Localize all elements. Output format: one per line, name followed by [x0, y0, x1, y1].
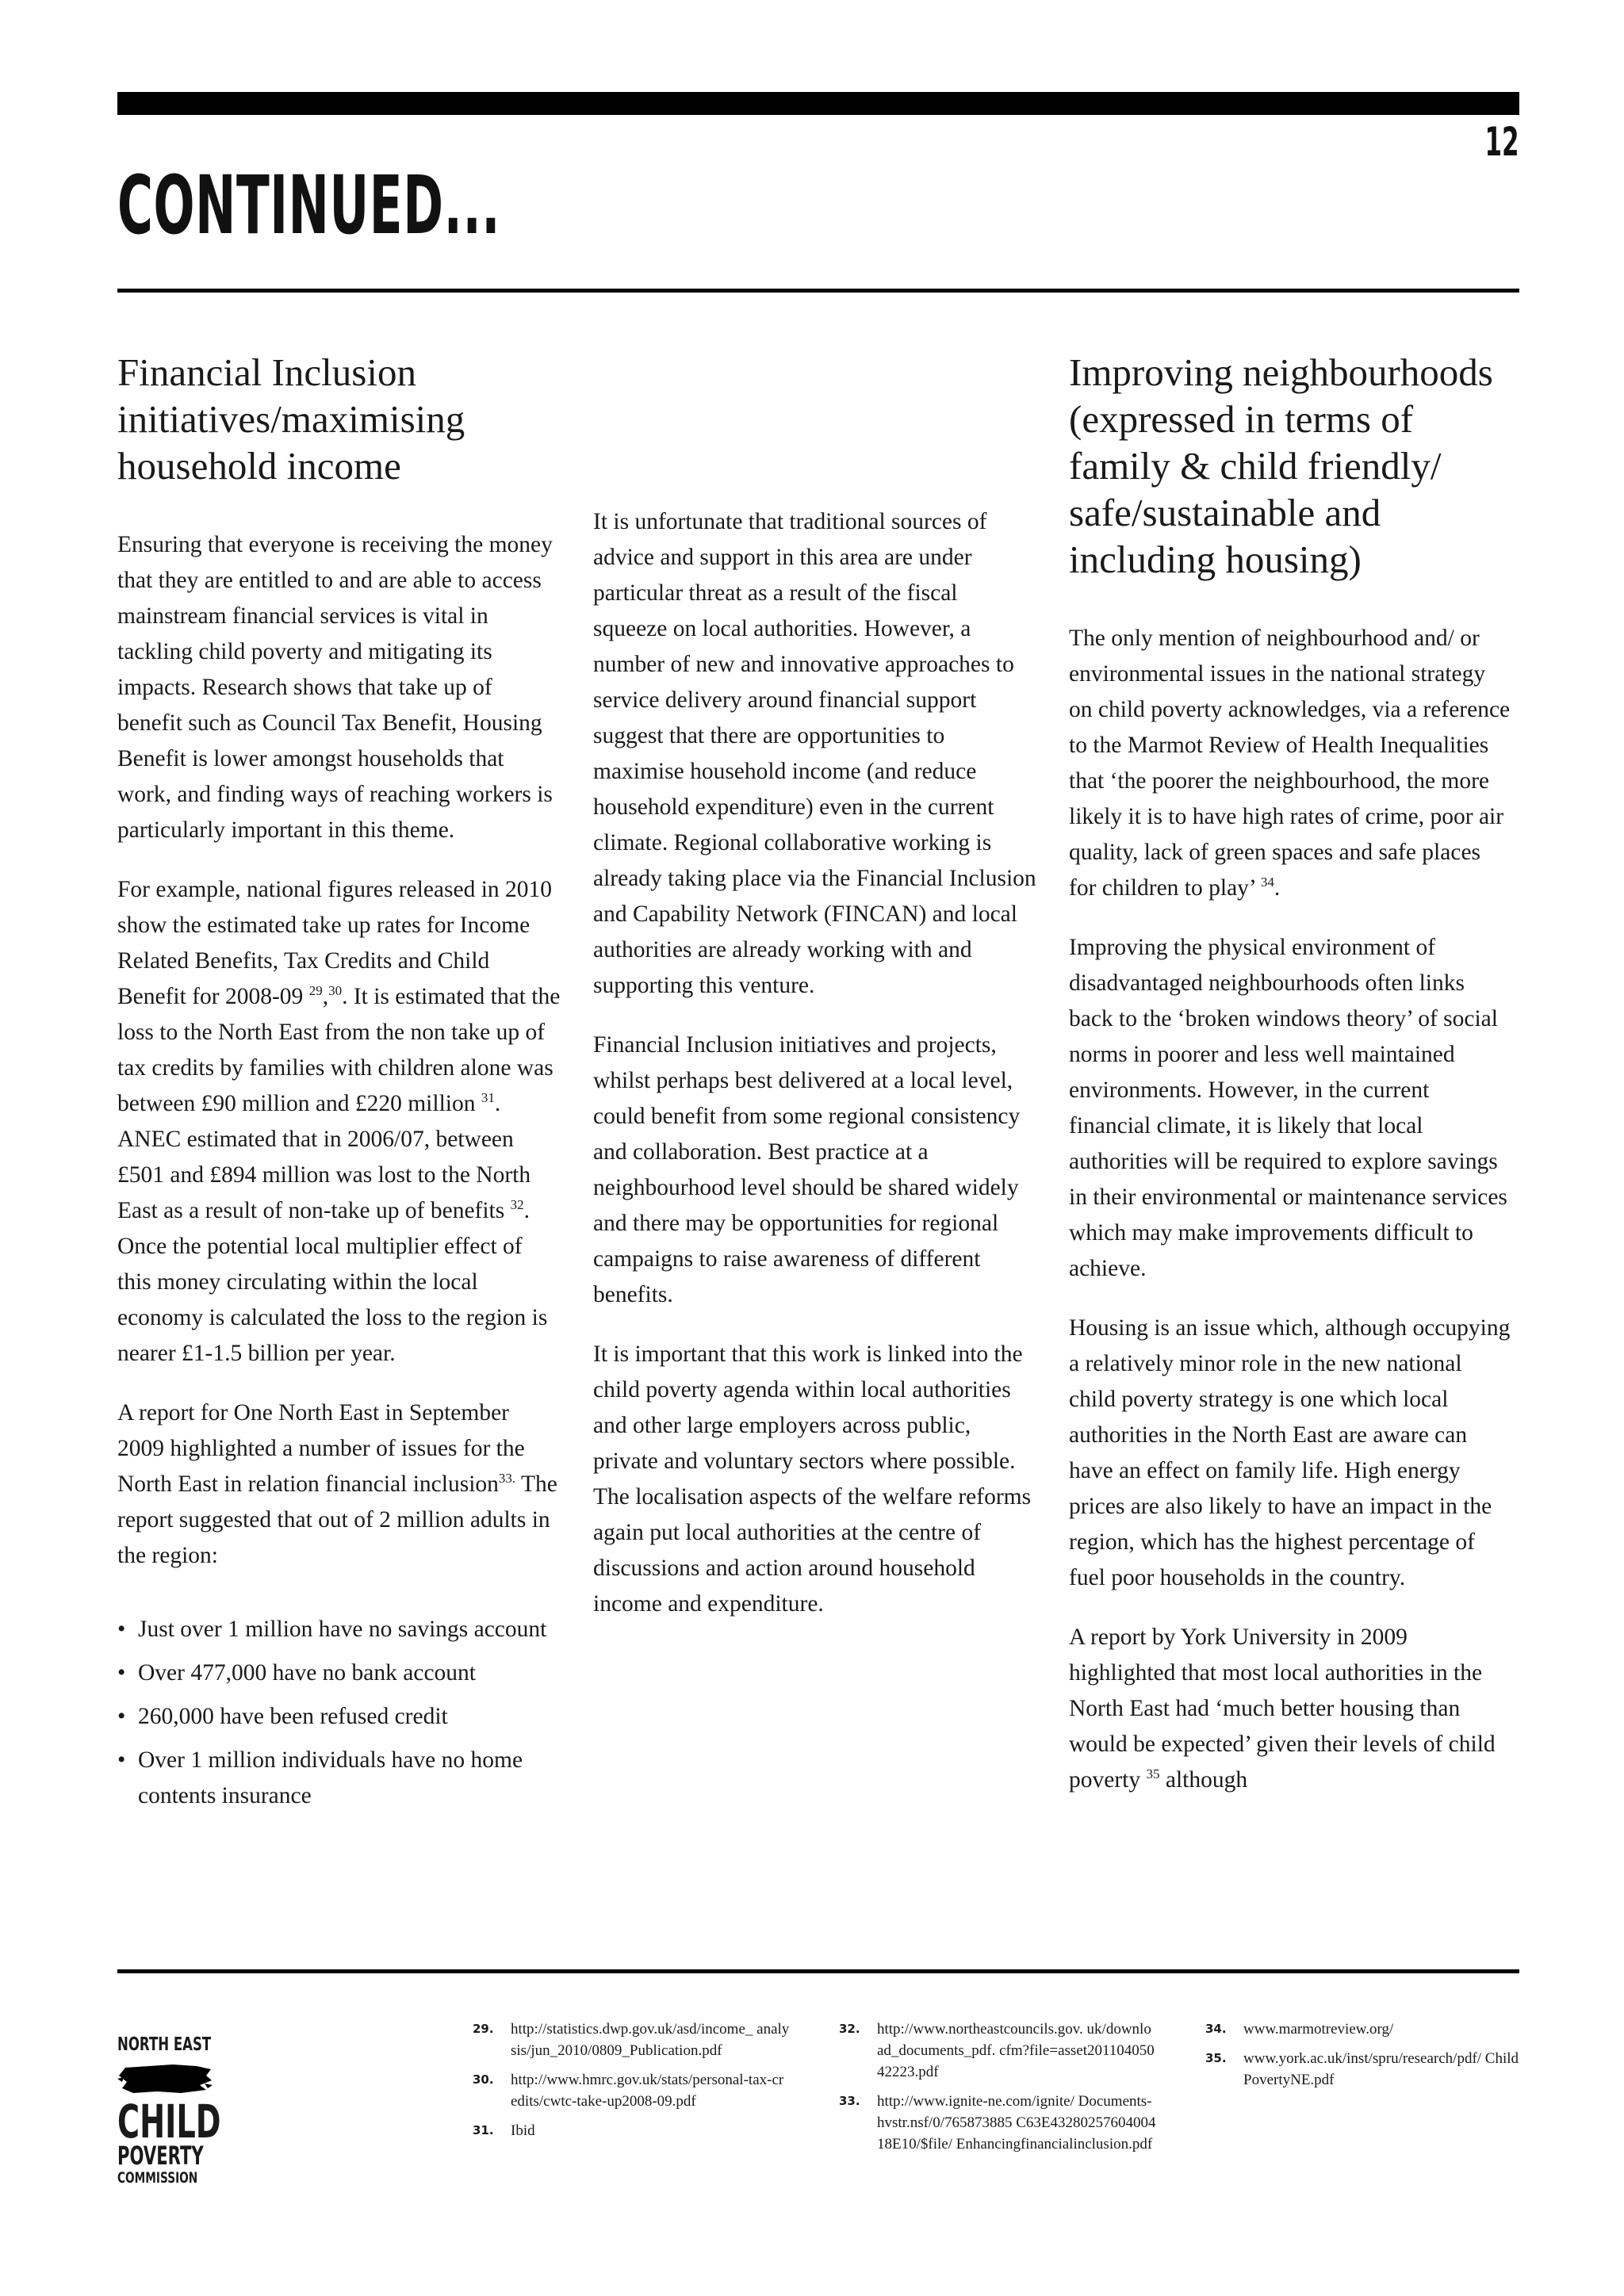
column-middle — [593, 504, 1037, 1646]
footnotes-column — [473, 2019, 790, 2149]
footnote: 31. Ibid — [473, 2120, 790, 2141]
bullet-icon: • — [117, 1617, 126, 1642]
paragraph: Financial Inclusion initiatives and projects, whilst perhaps best delivered at a local level, could benefit from some regional consistency and collaboration. Best practice at a neighbourhood level should be shared widely and there may be opportunities for regional campaigns to raise awareness of different benefits. — [593, 1032, 1021, 1307]
logo-text-poverty: POVERTY — [117, 2141, 204, 2171]
footnote-text: Ibid — [511, 2122, 535, 2139]
footnote-link[interactable]: http://www.ignite-ne.com/ignite/ Documents-hvstr.nsf/0/765873885 C63E4328025760400418E10/$file/ Enhancingfinancialinclusion.pdf — [877, 2093, 1156, 2152]
column-neighbourhoods — [1069, 349, 1513, 1822]
footnote-ref[interactable]: 31 — [481, 1090, 495, 1106]
footnote-ref[interactable]: 35 — [1146, 1766, 1160, 1782]
paragraph: The only mention of neighbourhood and/ or environmental issues in the national strategy on child poverty acknowledges, via a reference to the Marmot Review of Health Inequalities that ‘the poorer the neighbourhood, the more likely it is to have high rates of crime, poor air quality, lack of green spaces and safe places for children to play’ $^{34}$. — [1069, 626, 1511, 901]
paragraph: Improving the physical environment of disadvantaged neighbourhoods often links back to the ‘broken windows theory’ of social norms in poorer and less well maintained environments. However, in the current financial climate, it is likely that local authorities will be required to explore savings in their environmental or maintenance services which may make improvements difficult to achieve. — [1069, 935, 1507, 1281]
footnote: 32. http://www.northeastcouncils.gov. uk/download_documents_pdf. cfm?file=asset20110405042223.pdf — [839, 2019, 1156, 2083]
footnote: 30. http://www.hmrc.gov.uk/stats/personal-tax-credits/cwtc-take-up2008-09.pdf — [473, 2069, 790, 2112]
footnote: 29. http://statistics.dwp.gov.uk/asd/income_ analysis/jun_2010/0809_Publication.pdf — [473, 2019, 790, 2061]
footnotes-column — [1205, 2019, 1522, 2099]
logo-text-child: CHILD — [117, 2095, 221, 2149]
footnote-link[interactable]: http://statistics.dwp.gov.uk/asd/income_ analysis/jun_2010/0809_Publication.pdf — [511, 2021, 790, 2059]
footnote: 35. www.york.ac.uk/inst/spru/research/pdf/ ChildPovertyNE.pdf — [1205, 2048, 1522, 2091]
list-item: • Over 1 million individuals have no home contents insurance — [117, 1743, 561, 1814]
paragraph: For example, national figures released in 2010 show the estimated take up rates for Income Related Benefits, Tax Credits and Child Benefit for 2008-09 $^{29}$,$^{30}$. It is estimated that the loss to the North East from the non take up of tax credits by families with children alone was between £90 million and £220 million $^{31}$. ANEC estimated that in 2006/07, between £501 and £894 million was lost to the North East as a result of non-take up of benefits $^{32}$. Once the potential local multiplier effect of this money circulating within the local economy is calculated the loss to the region is nearer £1-1.5 billion per year. — [117, 877, 561, 1366]
bullet-icon: • — [117, 1660, 126, 1686]
list-item: • 260,000 have been refused credit — [117, 1699, 561, 1735]
footnote-link[interactable]: http://www.hmrc.gov.uk/stats/personal-tax-credits/cwtc-take-up2008-09.pdf — [511, 2072, 784, 2110]
page-number: 12 — [1484, 119, 1519, 165]
footnote-ref[interactable]: 30 — [328, 983, 343, 999]
logo-text-commission: COMMISSION — [117, 2169, 198, 2187]
logo-text-north-east: NORTH EAST — [117, 2034, 212, 2055]
footnote-link[interactable]: www.york.ac.uk/inst/spru/research/pdf/ ChildPovertyNE.pdf — [1243, 2050, 1519, 2088]
list-item: • Over 477,000 have no bank account — [117, 1655, 561, 1691]
bullet-icon: • — [117, 1704, 126, 1729]
column-financial-inclusion — [117, 349, 561, 1822]
footnote-ref[interactable]: 33. — [498, 1471, 516, 1487]
page-title: CONTINUED... — [117, 159, 501, 253]
footnote-link[interactable]: www.marmotreview.org/ — [1243, 2021, 1394, 2038]
footnote: 33. http://www.ignite-ne.com/ignite/ Documents-hvstr.nsf/0/765873885 C63E4328025760400418E10/$file/ Enhancingfinancialinclusion.pdf — [839, 2091, 1156, 2155]
section-heading-neighbourhoods: Improving neighbourhoods (expressed in terms of family & child friendly/ safe/sustainable and including housing) — [1069, 350, 1493, 581]
paragraph: Housing is an issue which, although occupying a relatively minor role in the new national child poverty strategy is one which local authorities in the North East are aware can have an effect on family life. High energy prices are also likely to have an impact in the region, which has the highest percentage of fuel poor households in the country. — [1069, 1315, 1511, 1590]
footnote-ref[interactable]: 32 — [510, 1197, 524, 1213]
paragraph: It is unfortunate that traditional sources of advice and support in this area are under particular threat as a result of the fiscal squeeze on local authorities. However, a number of new and innovative approaches to service delivery around financial support suggest that there are opportunities to maximise household income (and reduce household expenditure) even in the current climate. Regional collaborative working is already taking place via the Financial Inclusion and Capability Network (FINCAN) and local authorities are already working with and supporting this venture. — [593, 509, 1036, 998]
footnote-ref[interactable]: 29 — [308, 983, 323, 999]
footnote-ref[interactable]: 34 — [1260, 874, 1274, 890]
paragraph: Ensuring that everyone is receiving the money that they are entitled to and are able to access mainstream financial services is vital in tackling child poverty and mitigating its impacts. Research shows that take up of benefit such as Council Tax Benefit, Housing Benefit is lower amongst households that work, and finding ways of reaching workers is particularly important in this theme. — [117, 532, 553, 843]
bullet-list — [117, 1612, 561, 1814]
footnote: 34. www.marmotreview.org/ — [1205, 2019, 1522, 2040]
bullet-icon: • — [117, 1747, 126, 1773]
brush-stroke-icon — [117, 2061, 213, 2096]
footer-divider — [117, 1969, 1519, 1973]
paragraph: A report by York University in 2009 highlighted that most local authorities in the North East had ‘much better housing than would be expected’ given their levels of child poverty $^{35}$ although — [1069, 1624, 1496, 1793]
paragraph: A report for One North East in September 2009 highlighted a number of issues for the North East in relation financial inclusion$^{33.}$ The report suggested that out of 2 million adults in the region: — [117, 1400, 557, 1568]
section-heading-financial-inclusion: Financial Inclusion initiatives/maximising household income — [117, 350, 465, 488]
header-bar — [117, 92, 1519, 115]
footnotes-column — [839, 2019, 1156, 2163]
footnote-link[interactable]: http://www.northeastcouncils.gov. uk/download_documents_pdf. cfm?file=asset20110405042223.pdf — [877, 2021, 1155, 2080]
north-east-child-poverty-commission-logo — [117, 2034, 228, 2187]
paragraph: It is important that this work is linked into the child poverty agenda within local authorities and other large employers across public, private and voluntary sectors where possible. The localisation aspects of the welfare reforms again put local authorities at the centre of discussions and action around household income and expenditure. — [593, 1341, 1032, 1617]
header-divider — [117, 289, 1519, 293]
list-item: • Just over 1 million have no savings account — [117, 1612, 561, 1647]
